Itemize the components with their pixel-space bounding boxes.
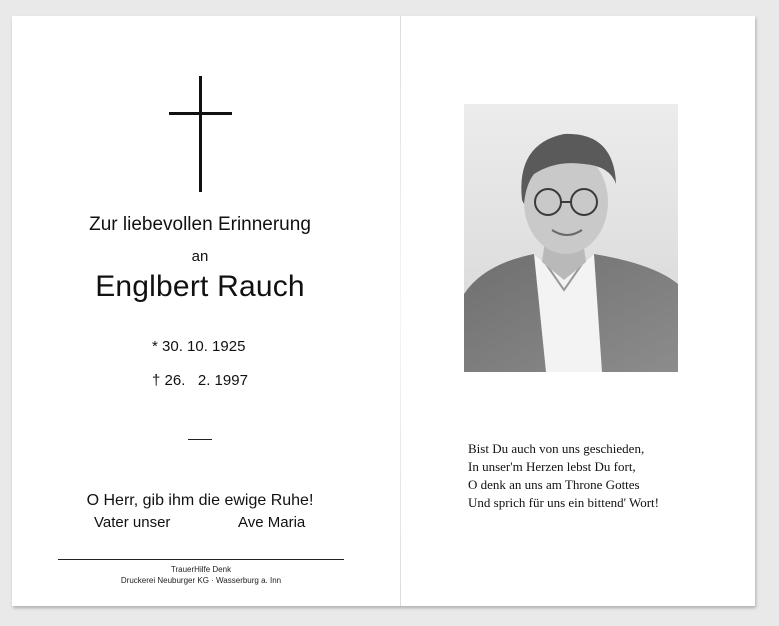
- prayer-text: O Herr, gib ihm die ewige Ruhe!: [86, 492, 314, 509]
- ave-maria-text: Ave Maria: [238, 514, 306, 531]
- cross-icon-vertical: [199, 76, 202, 192]
- cross-icon-horizontal: [169, 112, 232, 115]
- portrait-photo-icon: [464, 104, 678, 372]
- birth-date: * 30. 10. 1925: [152, 338, 246, 355]
- death-date: † 26. 2. 1997: [152, 372, 248, 389]
- printer-line-2: Druckerei Neuburger KG · Wasserburg a. Inn: [120, 576, 282, 585]
- an-text: an: [191, 248, 209, 265]
- poem: [468, 440, 659, 512]
- poem-line: In unser'm Herzen lebst Du fort,: [468, 459, 636, 474]
- portrait-photo: [464, 104, 678, 372]
- printer-line-1: TrauerHilfe Denk: [170, 565, 232, 574]
- card-fold: [400, 16, 401, 606]
- poem-line: Und sprich für uns ein bittend' Wort!: [468, 495, 659, 510]
- deceased-name: Englbert Rauch: [95, 270, 305, 303]
- poem-line: O denk an uns am Throne Gottes: [468, 477, 640, 492]
- footer-rule: [58, 559, 344, 560]
- divider-line: [188, 439, 212, 440]
- memorial-card: [12, 16, 755, 606]
- intro-text: Zur liebevollen Erinnerung: [89, 214, 311, 235]
- vater-unser-text: Vater unser: [94, 514, 171, 531]
- poem-line: Bist Du auch von uns geschieden,: [468, 441, 645, 456]
